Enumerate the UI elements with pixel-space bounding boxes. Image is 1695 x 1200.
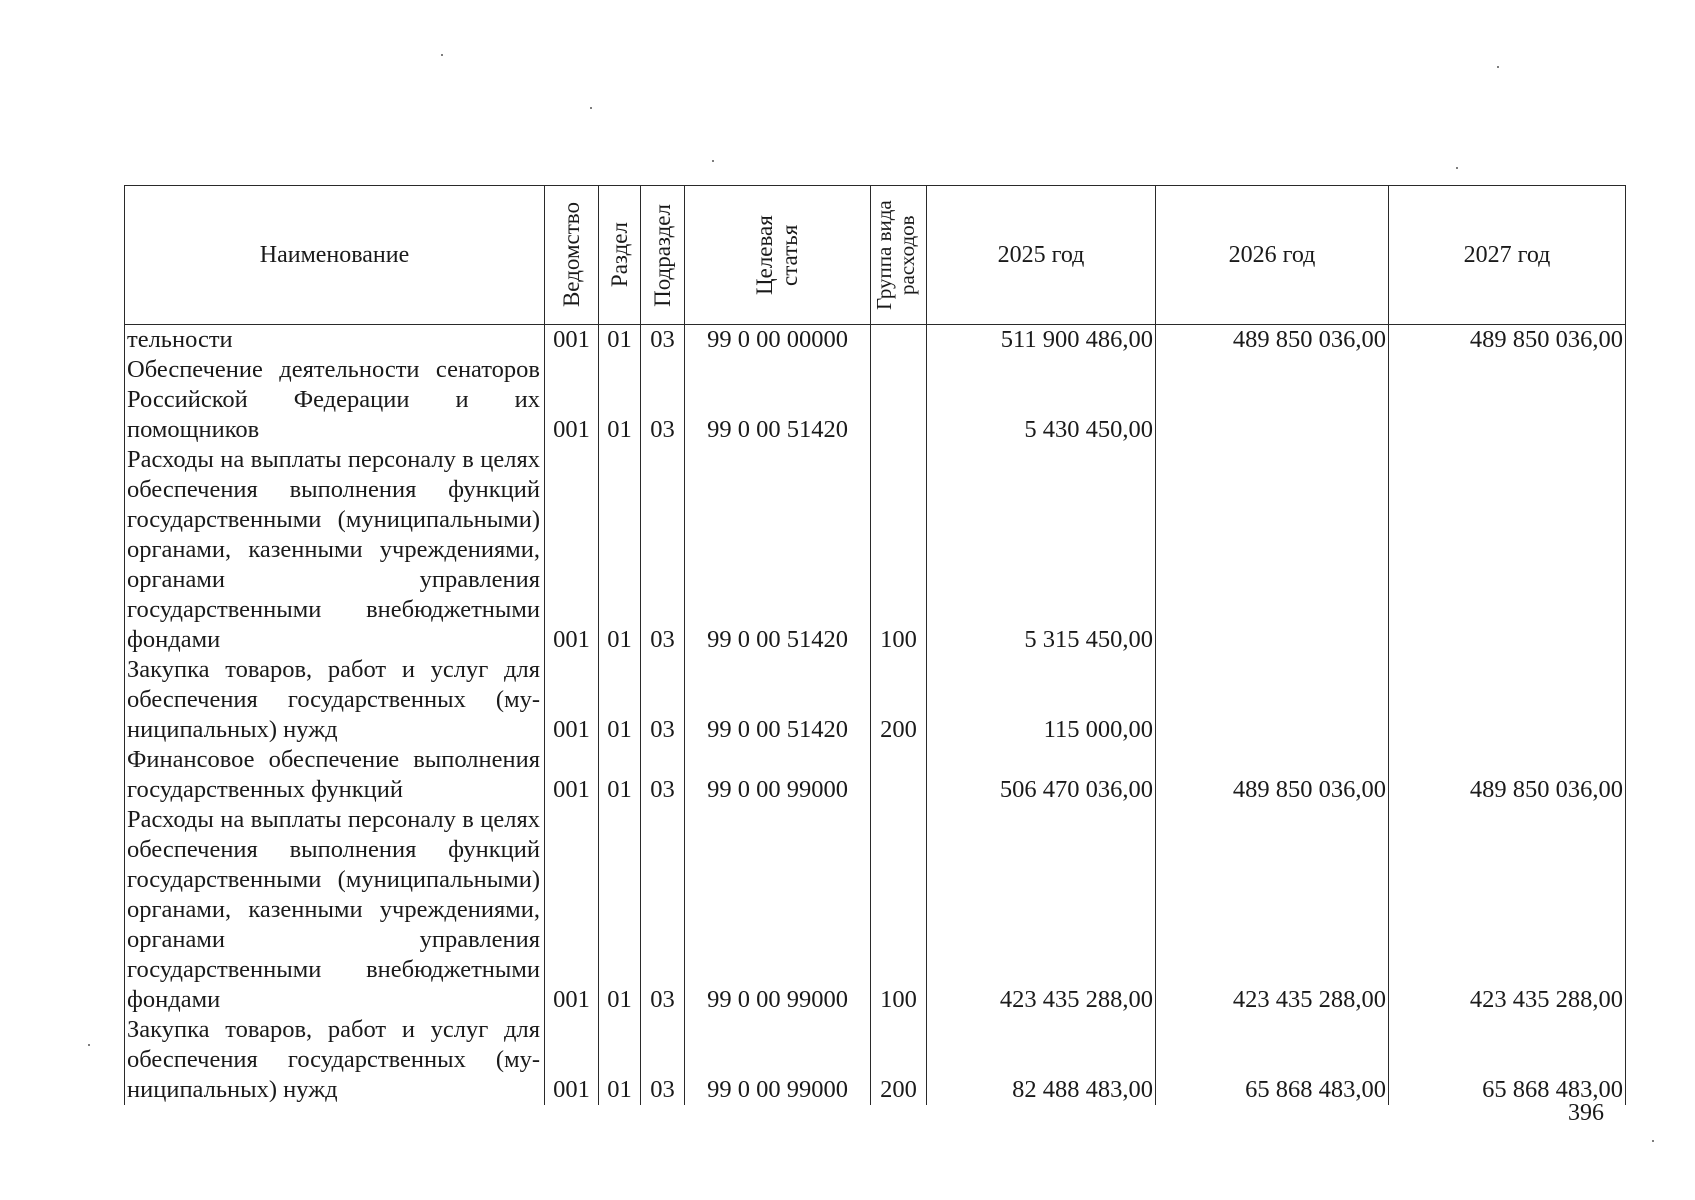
row-2027: [1389, 355, 1626, 445]
header-name: Наименование: [125, 186, 545, 325]
row-podrazdel: 03: [641, 1015, 685, 1105]
header-gruppa-vida-rashodov: Группа вида расходов: [871, 186, 927, 325]
row-2026: 65 868 483,00: [1156, 1015, 1389, 1105]
row-vedomstvo: 001: [545, 745, 599, 805]
scan-speck: [590, 107, 592, 109]
page-number: 396: [1568, 1100, 1604, 1126]
row-2025: 115 000,00: [927, 655, 1156, 745]
table-row: [125, 805, 1626, 1015]
row-gruppa: [871, 355, 927, 445]
table-row: [125, 745, 1626, 805]
row-name: Финансовое обеспечение выполнения государственных функций: [125, 745, 545, 805]
row-podrazdel: 03: [641, 805, 685, 1015]
row-tselevaya-statya: 99 0 00 51420: [685, 355, 871, 445]
row-name: Обеспечение деятельности сенаторов Российской Федерации и их помощников: [125, 355, 545, 445]
row-2025: 5 315 450,00: [927, 445, 1156, 655]
header-2026: 2026 год: [1156, 186, 1389, 325]
header-podrazdel: Подраздел: [641, 186, 685, 325]
scan-speck: [1456, 167, 1458, 169]
row-razdel: 01: [599, 445, 641, 655]
budget-table: [124, 185, 1626, 1105]
row-podrazdel: 03: [641, 325, 685, 356]
budget-table-sheet: [124, 185, 1625, 1105]
row-2025: 506 470 036,00: [927, 745, 1156, 805]
row-razdel: 01: [599, 745, 641, 805]
row-2025: 511 900 486,00: [927, 325, 1156, 356]
row-razdel: 01: [599, 325, 641, 356]
header-tselevaya-statya: Целевая статья: [685, 186, 871, 325]
row-2027: [1389, 445, 1626, 655]
row-2027: 489 850 036,00: [1389, 325, 1626, 356]
header-razdel: Раздел: [599, 186, 641, 325]
scan-speck: [712, 160, 714, 162]
row-name: Расходы на выплаты персоналу в целях обеспечения выполнения функций государственными (муниципальными) органами, казенными учреждениями, органами управления государственными внебюджетными фондами: [125, 445, 545, 655]
scan-speck: [1497, 66, 1499, 68]
header-2025: 2025 год: [927, 186, 1156, 325]
row-gruppa: [871, 745, 927, 805]
row-vedomstvo: 001: [545, 355, 599, 445]
row-name: Закупка товаров, работ и услуг для обеспечения государственных (муниципальных) нужд: [125, 655, 545, 745]
row-name: Расходы на выплаты персоналу в целях обеспечения выполнения функций государственными (муниципальными) органами, казенными учреждениями, органами управления государственными внебюджетными фондами: [125, 805, 545, 1015]
row-2025: 82 488 483,00: [927, 1015, 1156, 1105]
table-row: [125, 1015, 1626, 1105]
row-2027: 65 868 483,00: [1389, 1015, 1626, 1105]
row-tselevaya-statya: 99 0 00 51420: [685, 445, 871, 655]
row-gruppa: [871, 325, 927, 356]
scan-speck: [441, 54, 443, 56]
row-podrazdel: 03: [641, 445, 685, 655]
row-vedomstvo: 001: [545, 1015, 599, 1105]
row-2027: 423 435 288,00: [1389, 805, 1626, 1015]
row-2025: 423 435 288,00: [927, 805, 1156, 1015]
scan-speck: [88, 1044, 90, 1046]
table-row: [125, 355, 1626, 445]
header-vedomstvo: Ведомство: [545, 186, 599, 325]
row-name: Закупка товаров, работ и услуг для обеспечения государственных (муниципальных) нужд: [125, 1015, 545, 1105]
row-2026: [1156, 355, 1389, 445]
row-tselevaya-statya: 99 0 00 99000: [685, 805, 871, 1015]
row-gruppa: 100: [871, 805, 927, 1015]
row-gruppa: 200: [871, 1015, 927, 1105]
row-2026: 489 850 036,00: [1156, 745, 1389, 805]
row-2026: 423 435 288,00: [1156, 805, 1389, 1015]
row-tselevaya-statya: 99 0 00 99000: [685, 745, 871, 805]
header-row: [125, 186, 1626, 325]
row-vedomstvo: 001: [545, 805, 599, 1015]
row-podrazdel: 03: [641, 655, 685, 745]
row-2027: [1389, 655, 1626, 745]
table-row: [125, 325, 1626, 356]
row-2026: [1156, 655, 1389, 745]
row-podrazdel: 03: [641, 745, 685, 805]
row-razdel: 01: [599, 655, 641, 745]
row-tselevaya-statya: 99 0 00 99000: [685, 1015, 871, 1105]
row-name: тельности: [125, 325, 545, 356]
row-podrazdel: 03: [641, 355, 685, 445]
row-vedomstvo: 001: [545, 445, 599, 655]
row-vedomstvo: 001: [545, 325, 599, 356]
table-row: [125, 655, 1626, 745]
row-razdel: 01: [599, 805, 641, 1015]
row-2027: 489 850 036,00: [1389, 745, 1626, 805]
row-2025: 5 430 450,00: [927, 355, 1156, 445]
row-gruppa: 200: [871, 655, 927, 745]
row-razdel: 01: [599, 1015, 641, 1105]
row-gruppa: 100: [871, 445, 927, 655]
scan-speck: [1652, 1140, 1654, 1142]
row-razdel: 01: [599, 355, 641, 445]
row-vedomstvo: 001: [545, 655, 599, 745]
header-2027: 2027 год: [1389, 186, 1626, 325]
table-row: [125, 445, 1626, 655]
row-2026: 489 850 036,00: [1156, 325, 1389, 356]
row-tselevaya-statya: 99 0 00 00000: [685, 325, 871, 356]
row-2026: [1156, 445, 1389, 655]
row-tselevaya-statya: 99 0 00 51420: [685, 655, 871, 745]
